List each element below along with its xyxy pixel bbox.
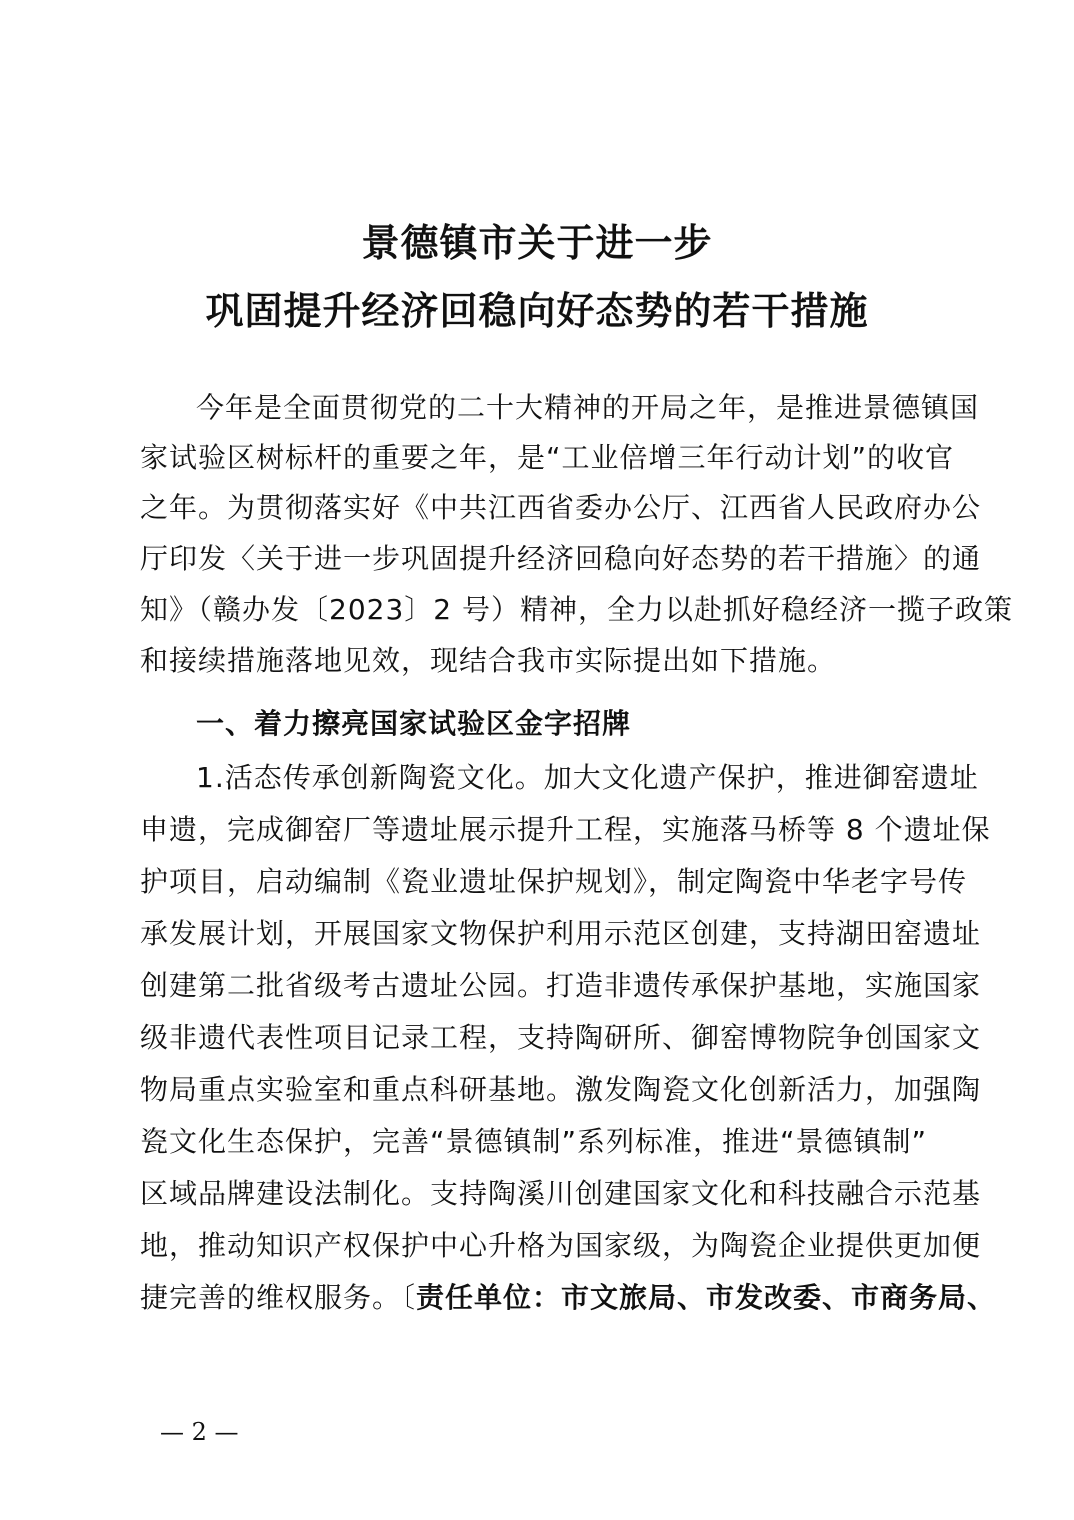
intro-line: 今年是全面贯彻党的二十大精神的开局之年，是推进景德镇国 [196, 391, 980, 424]
item-line: 瓷文化生态保护，完善“景德镇制”系列标准，推进“景德镇制” [140, 1125, 928, 1158]
item-line: 级非遗代表性项目记录工程，支持陶研所、御窑博物院争创国家文 [140, 1021, 982, 1054]
item-line: 区域品牌建设法制化。支持陶溪川创建国家文化和科技融合示范基 [140, 1177, 982, 1210]
intro-line: 厅印发〈关于进一步巩固提升经济回稳向好态势的若干措施〉的通 [140, 542, 982, 575]
item-line: 物局重点实验室和重点科研基地。激发陶瓷文化创新活力，加强陶 [140, 1073, 982, 1106]
responsible-units: 责任单位：市文旅局、市发改委、市商务局、 [416, 1281, 997, 1314]
item-line: 申遗，完成御窑厂等遗址展示提升工程，实施落马桥等 8 个遗址保 [140, 813, 991, 846]
item-line: 创建第二批省级考古遗址公园。打造非遗传承保护基地，实施国家 [140, 969, 982, 1002]
item-line: 1.活态传承创新陶瓷文化。加大文化遗产保护，推进御窑遗址 [196, 761, 979, 794]
intro-line: 家试验区树标杆的重要之年，是“工业倍增三年行动计划”的收官 [140, 441, 955, 474]
document-title-line-2: 巩固提升经济回稳向好态势的若干措施 [205, 288, 869, 333]
document-title-line-1: 景德镇市关于进一步 [361, 220, 713, 265]
item-line-last [140, 1280, 997, 1316]
item-line: 承发展计划，开展国家文物保护利用示范区创建，支持湖田窑遗址 [140, 917, 982, 950]
intro-line: 知》（赣办发〔2023〕2 号）精神，全力以赴抓好稳经济一揽子政策 [140, 593, 1013, 626]
intro-line: 和接续措施落地见效，现结合我市实际提出如下措施。 [140, 644, 837, 677]
item-line: 护项目，启动编制《瓷业遗址保护规划》，制定陶瓷中华老字号传 [140, 865, 968, 898]
item-line-text: 捷完善的维权服务。〔 [140, 1281, 417, 1314]
page-number: — 2 — [160, 1418, 239, 1446]
item-line: 地，推动知识产权保护中心升格为国家级，为陶瓷企业提供更加便 [140, 1229, 982, 1262]
section-heading: 一、着力擦亮国家试验区金字招牌 [196, 707, 632, 740]
intro-line: 之年。为贯彻落实好《中共江西省委办公厅、江西省人民政府办公 [140, 491, 982, 524]
